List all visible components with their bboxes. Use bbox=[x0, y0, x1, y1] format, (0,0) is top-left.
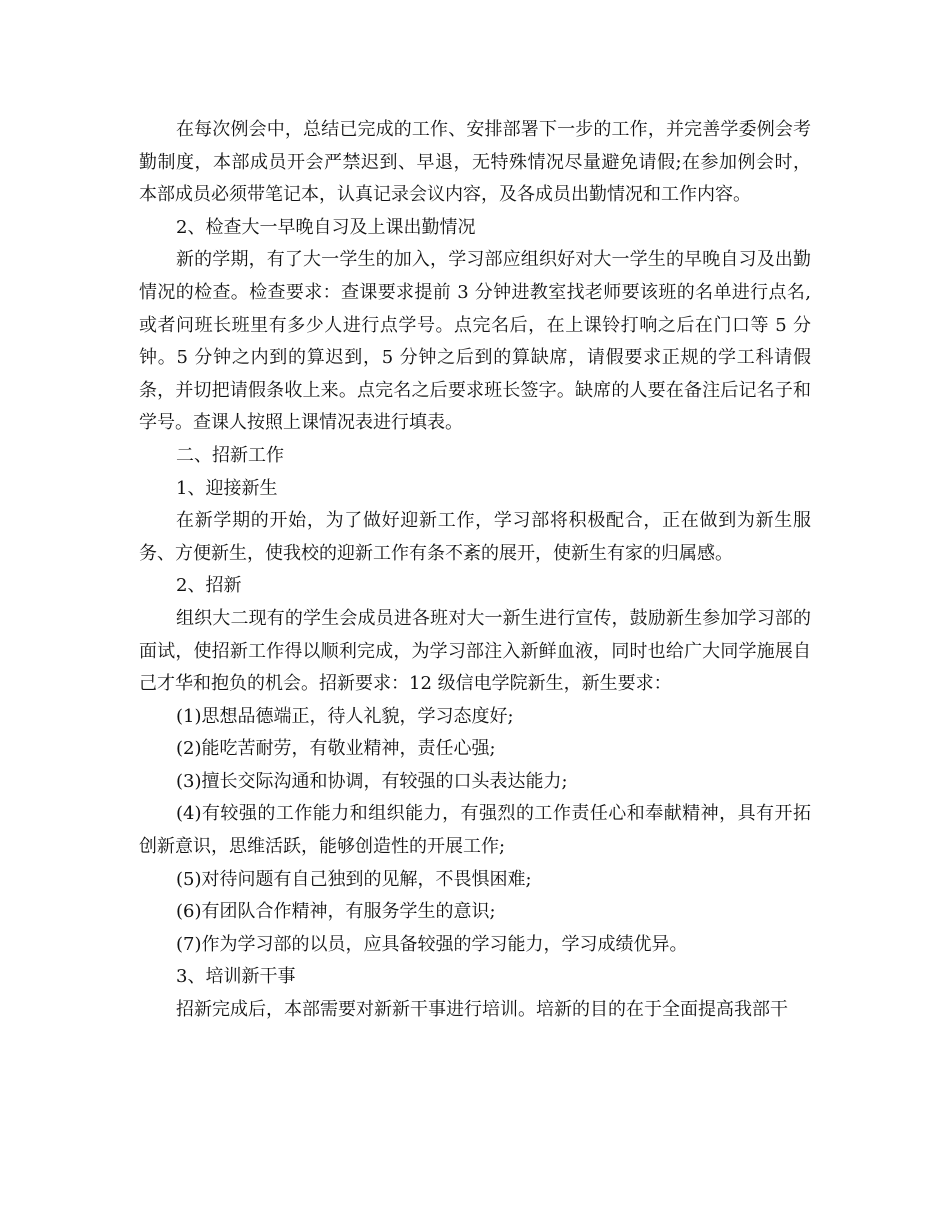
requirement-item-5: (5)对待问题有自己独到的见解，不畏惧困难; bbox=[176, 868, 532, 890]
paragraph-train-new-staff: 招新完成后，本部需要对新新干事进行培训。培新的目的在于全面提高我部干 bbox=[176, 999, 788, 1021]
paragraph-attendance-check: 新的学期，有了大一学生的加入，学习部应组织好对大一学生的早晚自习及出勤情况的检查。检查要求：查课要求提前 3 分钟进教室找老师要该班的名单进行点名,或者问班长班里有多少人进行点学号。点完名后，在上课铃打响之后在门口等 5 分钟。5 分钟之内到的算迟到，5 分钟之后到的算缺席，请假要求正规的学工科请假条，并切把请假条收上来。点完名之后要求班长签字。缺席的人要在备注后记名子和学号。查课人按照上课情况表进行填表。 bbox=[139, 249, 811, 434]
requirement-item-3: (3)擅长交际沟通和协调，有较强的口头表达能力; bbox=[176, 770, 568, 792]
paragraph-welcome-freshmen: 在新学期的开始，为了做好迎新工作，学习部将积极配合，正在做到为新生服务、方便新生，使我校的迎新工作有条不紊的展开，使新生有家的归属感。 bbox=[139, 510, 811, 564]
requirement-item-2: (2)能吃苦耐劳，有敬业精神，责任心强; bbox=[176, 738, 496, 760]
document-page bbox=[139, 114, 811, 1027]
heading-train-new-staff: 3、培训新干事 bbox=[176, 966, 296, 988]
paragraph-recruit: 组织大二现有的学生会成员进各班对大一新生进行宣传，鼓励新生参加学习部的面试，使招新工作得以顺利完成，为学习部注入新鲜血液，同时也给广大同学施展自己才华和抱负的机会。招新要求：12 级信电学院新生，新生要求： bbox=[139, 607, 811, 695]
requirement-item-4: (4)有较强的工作能力和组织能力，有强烈的工作责任心和奉献精神，具有开拓创新意识，思维活跃，能够创造性的开展工作; bbox=[139, 803, 811, 858]
heading-welcome-freshmen: 1、迎接新生 bbox=[176, 477, 278, 499]
paragraph-meeting-attendance: 在每次例会中，总结已完成的工作、安排部署下一步的工作，并完善学委例会考勤制度，本部成员开会严禁迟到、早退，无特殊情况尽量避免请假;在参加例会时，本部成员必须带笔记本，认真记录会议内容，及各成员出勤情况和工作内容。 bbox=[139, 119, 811, 206]
heading-check-attendance: 2、检查大一早晚自习及上课出勤情况 bbox=[176, 216, 476, 238]
heading-recruit: 2、招新 bbox=[176, 575, 242, 597]
requirement-item-1: (1)思想品德端正，待人礼貌，学习态度好; bbox=[176, 705, 514, 727]
requirement-item-7: (7)作为学习部的以员，应具备较强的学习能力，学习成绩优异。 bbox=[176, 933, 688, 955]
requirement-item-6: (6)有团队合作精神，有服务学生的意识; bbox=[176, 901, 496, 923]
heading-recruitment: 二、招新工作 bbox=[176, 444, 284, 466]
